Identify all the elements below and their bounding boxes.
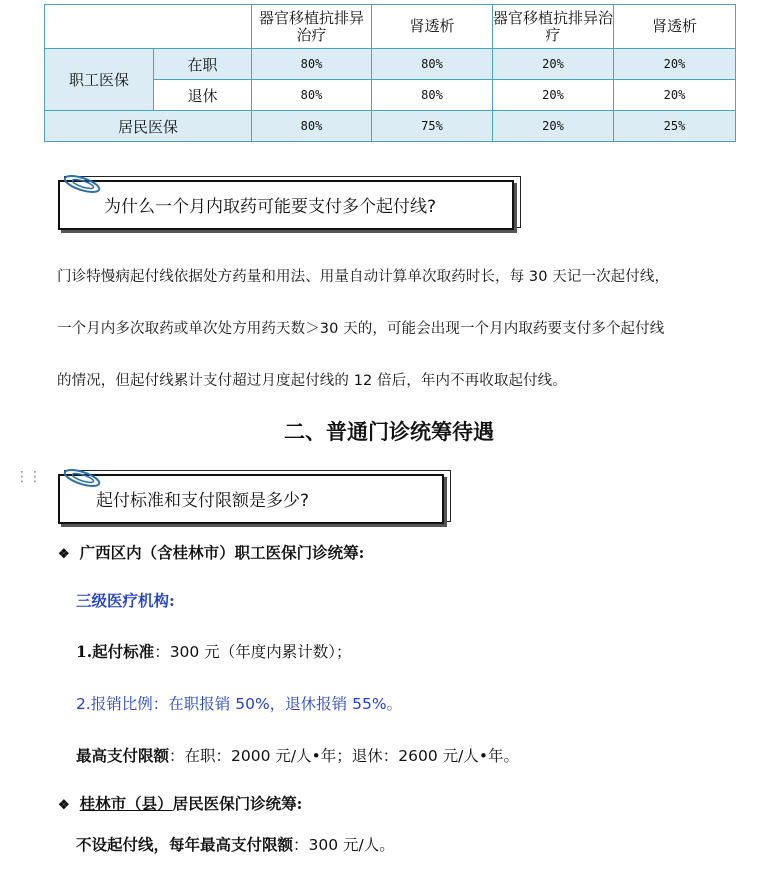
row-sub-label: 在职 (154, 49, 252, 80)
detail-text: ：300 元/人。 (293, 836, 395, 854)
section-title: 二、普通门诊统筹待遇 (284, 419, 494, 444)
group-label-cell: 职工医保 (45, 49, 154, 111)
detail-label: 1.起付标准 (76, 642, 155, 661)
bullet-heading (58, 792, 302, 814)
table-cell: 75% (372, 111, 493, 142)
table-cell: 20% (614, 80, 736, 111)
detail-line (76, 833, 395, 855)
detail-label: 最高支付限额 (76, 746, 170, 765)
question-callout-1 (56, 172, 526, 234)
diamond-bullet-icon: ❖ (58, 547, 70, 562)
table-header-cell: 肾透析 (614, 5, 736, 49)
detail-text: ：300 元（年度内累计数）； (154, 643, 352, 661)
bullet-text: 居民医保门诊统筹: (172, 794, 303, 813)
detail-text: ：在职：2000 元/人•年；退休：2600 元/人•年。 (169, 747, 519, 765)
detail-line (76, 744, 519, 766)
detail-line: 2.报销比例：在职报销 50%，退休报销 55%。 (76, 695, 403, 713)
bullet-underlined-text: 桂林市（县） (79, 794, 173, 813)
table-row (45, 111, 736, 142)
reimbursement-table (44, 4, 736, 142)
drag-handle-icon[interactable]: ⋮⋮ (15, 469, 41, 485)
callout-question-text: 起付标准和支付限额是多少? (96, 491, 310, 511)
table-header-row (45, 5, 736, 49)
question-callout-2 (56, 466, 456, 528)
table-cell: 20% (493, 49, 614, 80)
table-header-cell: 肾透析 (372, 5, 493, 49)
table-cell: 80% (372, 49, 493, 80)
paperclip-icon (60, 172, 110, 196)
table-cell: 80% (372, 80, 493, 111)
table-row (45, 49, 736, 80)
table-cell: 20% (614, 49, 736, 80)
detail-label: 不设起付线，每年最高支付限额 (76, 835, 294, 854)
bullet-text: 广西区内（含桂林市）职工医保门诊统筹: (79, 543, 365, 562)
detail-line (76, 640, 351, 662)
callout-question-text: 为什么一个月内取药可能要支付多个起付线? (104, 197, 437, 217)
table-corner-cell (45, 5, 252, 49)
paragraph-line: 门诊特慢病起付线依据处方药量和用法、用量自动计算单次取药时长，每 30 天记一次起付线， (57, 269, 670, 285)
table-cell: 20% (493, 111, 614, 142)
level-heading: 三级医疗机构: (76, 591, 175, 610)
paragraph-line: 一个月内多次取药或单次处方用药天数＞30 天的，可能会出现一个月内取药要支付多个起付线 (57, 321, 665, 337)
paragraph-line: 的情况，但起付线累计支付超过月度起付线的 12 倍后，年内不再收取起付线。 (57, 373, 567, 389)
table-cell: 80% (252, 111, 372, 142)
diamond-bullet-icon: ❖ (58, 798, 70, 813)
table-cell: 25% (614, 111, 736, 142)
table-cell: 80% (252, 49, 372, 80)
table-header-cell: 器官移植抗排异治疗 (252, 5, 372, 49)
table-cell: 20% (493, 80, 614, 111)
resident-label-cell: 居民医保 (45, 111, 252, 142)
bullet-heading (58, 541, 364, 563)
table-cell: 80% (252, 80, 372, 111)
row-sub-label: 退休 (154, 80, 252, 111)
table-header-cell: 器官移植抗排异治疗 (493, 5, 614, 49)
